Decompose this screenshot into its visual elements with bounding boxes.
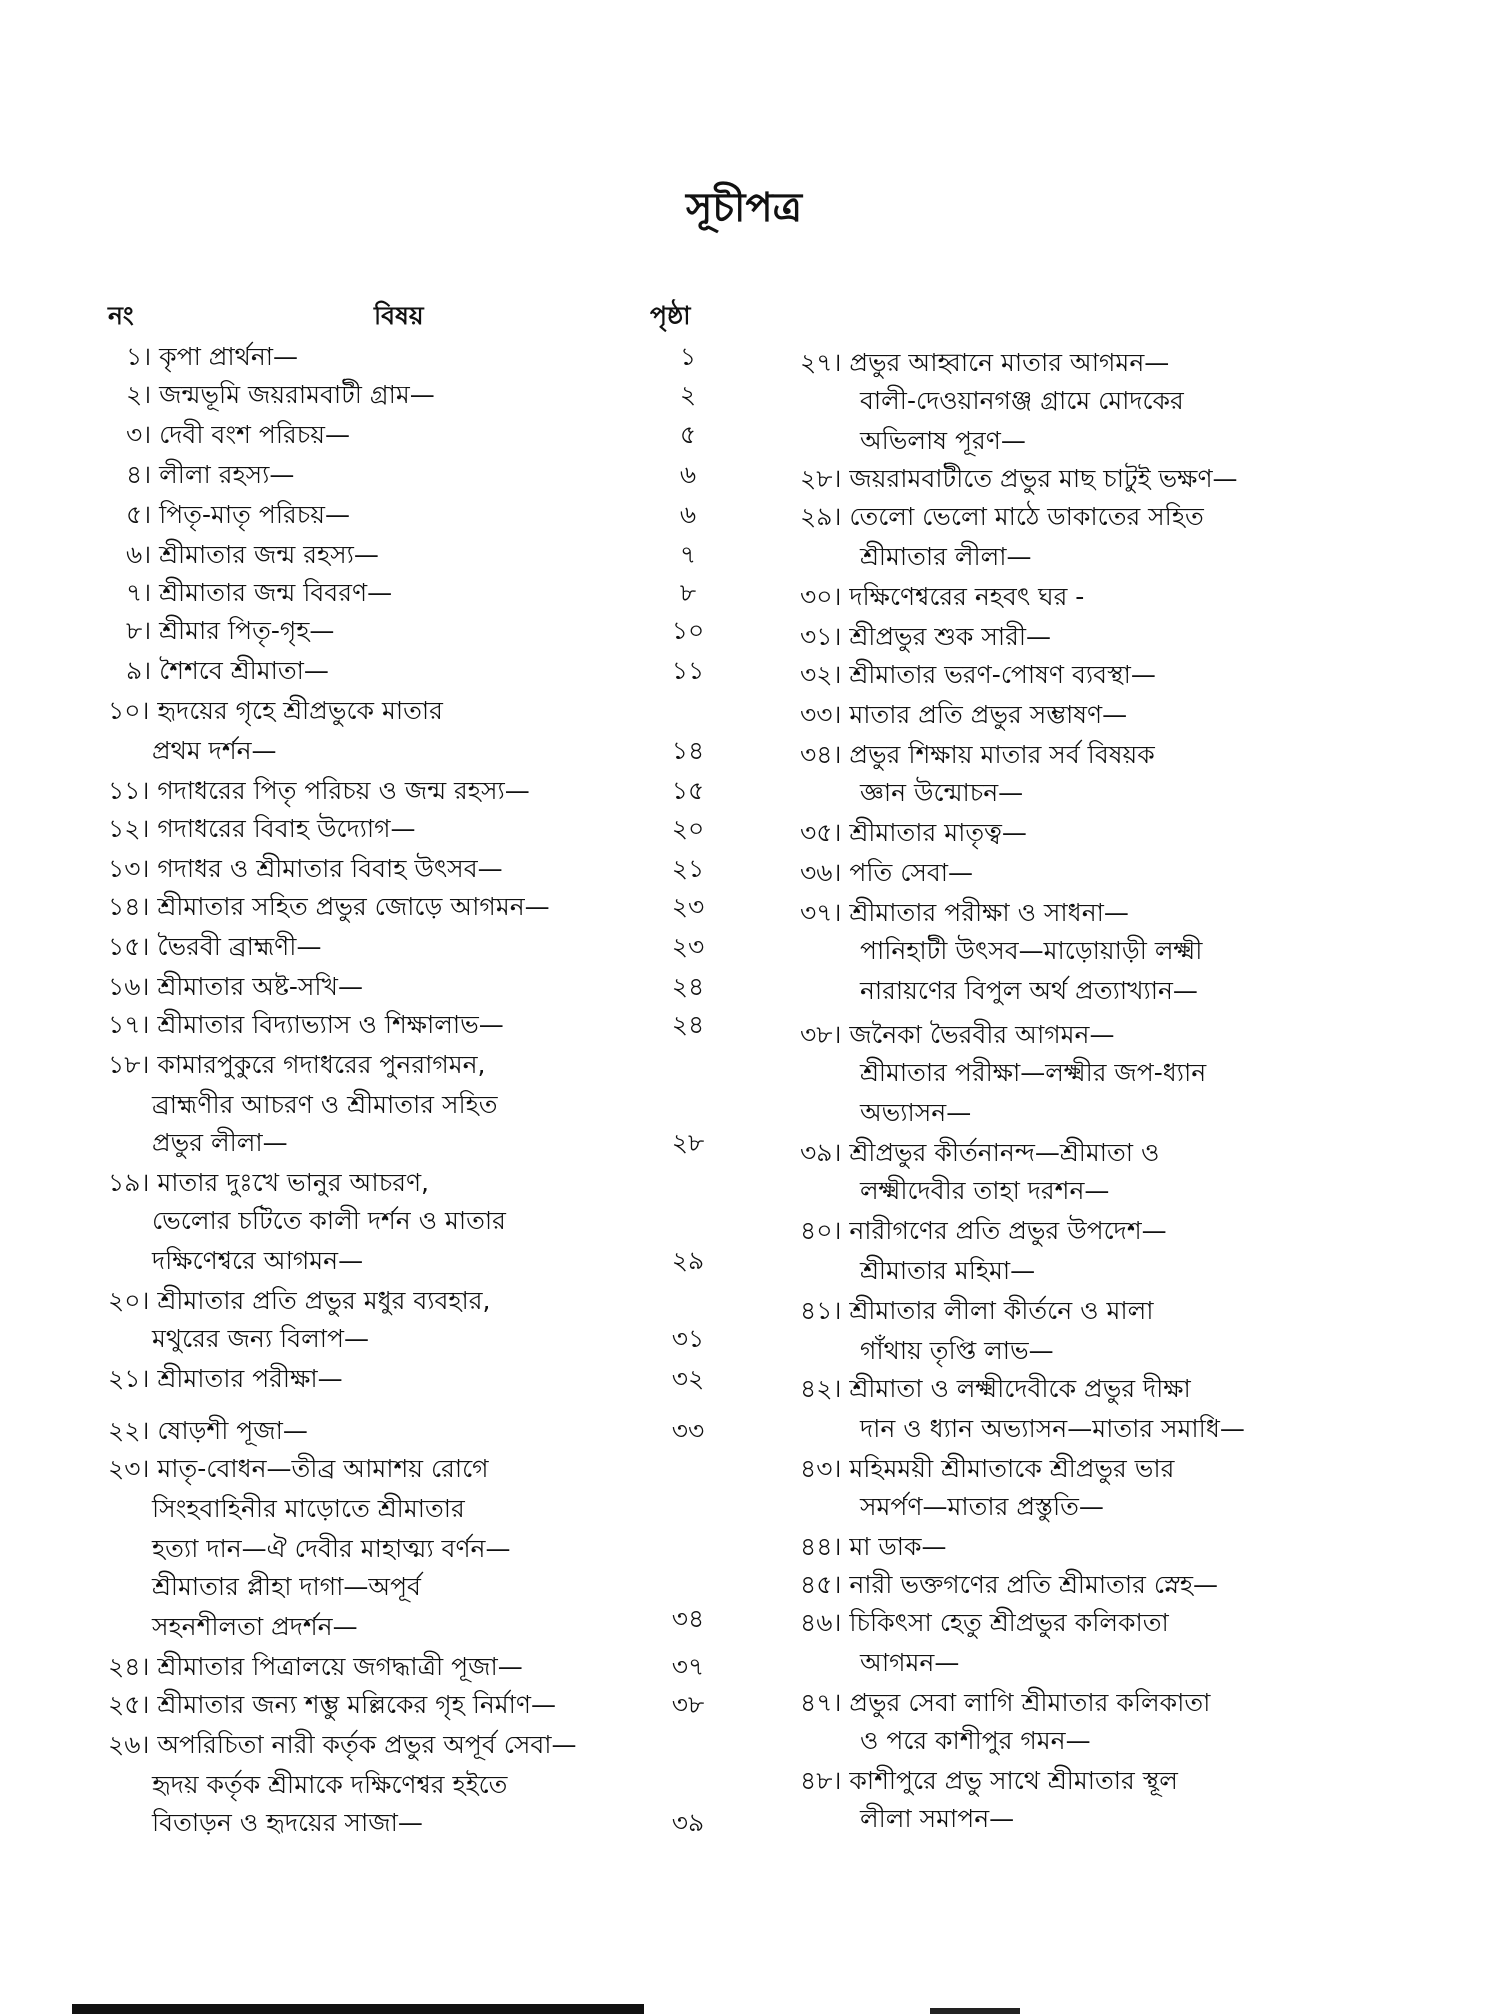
toc-entry-line: ৩৮। জনৈকা ভৈরবীর আগমন— <box>800 1020 1115 1049</box>
toc-entry-line: শ্রীমাতার মহিমা— <box>860 1256 1036 1285</box>
toc-entry-line: শ্রীমাতার পরীক্ষা—লক্ষ্মীর জপ-ধ্যান <box>860 1058 1207 1087</box>
toc-entry-line: ৪। লীলা রহস্য— <box>126 460 295 489</box>
toc-entry-line: ৩৬। পতি সেবা— <box>800 858 974 887</box>
toc-entry-line: ১। কৃপা প্রার্থনা— <box>126 342 299 371</box>
toc-page-number: ১ <box>679 342 697 371</box>
toc-entry-line: প্রথম দর্শন— <box>152 736 277 765</box>
toc-entry-line: ১৬। শ্রীমাতার অষ্ট-সখি— <box>108 972 363 1001</box>
toc-page-number: ৫ <box>679 420 697 449</box>
toc-page-number: ২৩ <box>671 892 705 921</box>
toc-entry-line: ও পরে কাশীপুর গমন— <box>860 1726 1091 1755</box>
toc-page-number: ২৯ <box>671 1246 705 1275</box>
toc-page-number: ৩৮ <box>671 1690 705 1719</box>
toc-entry-line: সমর্পণ—মাতার প্রস্তুতি— <box>860 1492 1104 1521</box>
toc-entry-line: ৪১। শ্রীমাতার লীলা কীর্তনে ও মালা <box>800 1296 1154 1325</box>
header-number: নং <box>108 301 134 330</box>
toc-page-number: ১৪ <box>671 736 705 765</box>
toc-entry-line: শ্রীমাতার প্লীহা দাগা—অপূর্ব <box>152 1572 421 1601</box>
toc-entry-line: হৃদয় কর্তৃক শ্রীমাকে দক্ষিণেশ্বর হইতে <box>152 1770 508 1799</box>
toc-entry-line: ২২। ষোড়শী পূজা— <box>108 1416 308 1445</box>
toc-entry-line: ৩০। দক্ষিণেশ্বরের নহবৎ ঘর - <box>800 582 1085 611</box>
toc-page-number: ২৮ <box>671 1128 705 1157</box>
toc-entry-line: ১৪। শ্রীমাতার সহিত প্রভুর জোড়ে আগমন— <box>108 892 550 921</box>
toc-entry-line: ৪৪। মা ডাক— <box>800 1532 947 1561</box>
toc-entry-line: লক্ষ্মীদেবীর তাহা দরশন— <box>860 1176 1110 1205</box>
toc-entry-line: ২৫। শ্রীমাতার জন্য শম্ভু মল্লিকের গৃহ নির্মাণ— <box>108 1690 557 1719</box>
toc-entry-line: ব্রাহ্মণীর আচরণ ও শ্রীমাতার সহিত <box>152 1090 498 1119</box>
toc-page-number: ১৫ <box>671 776 705 805</box>
toc-entry-line: ৩৩। মাতার প্রতি প্রভুর সম্ভাষণ— <box>800 700 1128 729</box>
toc-entry-line: ১৫। ভৈরবী ব্রাহ্মণী— <box>108 932 322 961</box>
toc-page-number: ৩২ <box>671 1364 705 1393</box>
toc-entry-line: লীলা সমাপন— <box>860 1804 1015 1833</box>
bottom-edge-mark <box>930 2008 1020 2014</box>
toc-entry-line: প্রভুর লীলা— <box>152 1128 288 1157</box>
toc-entry-line: ৪৮। কাশীপুরে প্রভু সাথে শ্রীমাতার স্থূল <box>800 1766 1178 1795</box>
toc-entry-line: বালী-দেওয়ানগঞ্জ গ্রামে মোদকের <box>860 386 1184 415</box>
toc-entry-line: ১৩। গদাধর ও শ্রীমাতার বিবাহ উৎসব— <box>108 854 503 883</box>
toc-entry-line: হত্যা দান—ঐ দেবীর মাহাত্ম্য বর্ণন— <box>152 1534 511 1563</box>
toc-entry-line: শ্রীমাতার লীলা— <box>860 542 1032 571</box>
toc-entry-line: নারায়ণের বিপুল অর্থ প্রত্যাখ্যান— <box>860 976 1198 1005</box>
toc-entry-line: ৩৫। শ্রীমাতার মাতৃত্ব— <box>800 818 1027 847</box>
toc-page-number: ৮ <box>679 578 697 607</box>
toc-page-number: ৩৩ <box>671 1416 705 1445</box>
toc-page-number: ৭ <box>679 540 697 569</box>
toc-entry-line: ৪৫। নারী ভক্তগণের প্রতি শ্রীমাতার স্নেহ— <box>800 1570 1218 1599</box>
toc-page-number: ১০ <box>671 616 705 645</box>
toc-entry-line: ৯। শৈশবে শ্রীমাতা— <box>126 656 329 685</box>
toc-page-number: ৩৭ <box>671 1652 705 1681</box>
toc-entry-line: ১১। গদাধরের পিতৃ পরিচয় ও জন্ম রহস্য— <box>108 776 530 805</box>
toc-entry-line: ২৮। জয়রামবাটীতে প্রভুর মাছ চাটুই ভক্ষণ— <box>800 464 1238 493</box>
toc-entry-line: গাঁথায় তৃপ্তি লাভ— <box>860 1336 1054 1365</box>
bottom-edge-bar <box>72 2004 644 2014</box>
toc-entry-line: ৮। শ্রীমার পিতৃ-গৃহ— <box>126 616 335 645</box>
toc-entry-line: ১৭। শ্রীমাতার বিদ্যাভ্যাস ও শিক্ষালাভ— <box>108 1010 504 1039</box>
toc-entry-line: অভ্যাসন— <box>860 1098 972 1127</box>
toc-entry-line: ২৪। শ্রীমাতার পিত্রালয়ে জগদ্ধাত্রী পূজা— <box>108 1652 523 1681</box>
toc-entry-line: ৩৯। শ্রীপ্রভুর কীর্তনানন্দ—শ্রীমাতা ও <box>800 1138 1160 1167</box>
toc-entry-line: ৩১। শ্রীপ্রভুর শুক সারী— <box>800 622 1051 651</box>
toc-entry-line: ১৯। মাতার দুঃখে ভানুর আচরণ, <box>108 1168 430 1197</box>
toc-page-number: ৬ <box>679 500 697 529</box>
toc-entry-line: জ্ঞান উন্মোচন— <box>860 778 1024 807</box>
toc-entry-line: ৪৬। চিকিৎসা হেতু শ্রীপ্রভুর কলিকাতা <box>800 1608 1169 1637</box>
toc-entry-line: ২৭। প্রভুর আহ্বানে মাতার আগমন— <box>800 348 1170 377</box>
toc-page-number: ২৩ <box>671 932 705 961</box>
header-page: পৃষ্ঠা <box>650 301 691 330</box>
toc-entry-line: ৩৪। প্রভুর শিক্ষায় মাতার সর্ব বিষয়ক <box>800 740 1155 769</box>
toc-entry-line: ৩২। শ্রীমাতার ভরণ-পোষণ ব্যবস্থা— <box>800 660 1156 689</box>
toc-entry-line: সিংহবাহিনীর মাড়োতে শ্রীমাতার <box>152 1494 465 1523</box>
toc-entry-line: দান ও ধ্যান অভ্যাসন—মাতার সমাধি— <box>860 1414 1245 1443</box>
toc-entry-line: ৪৭। প্রভুর সেবা লাগি শ্রীমাতার কলিকাতা <box>800 1688 1211 1717</box>
toc-entry-line: ভেলোর চটিতে কালী দর্শন ও মাতার <box>152 1206 506 1235</box>
toc-entry-line: অভিলাষ পূরণ— <box>860 426 1026 455</box>
toc-entry-line: ২১। শ্রীমাতার পরীক্ষা— <box>108 1364 343 1393</box>
toc-entry-line: ১০। হৃদয়ের গৃহে শ্রীপ্রভুকে মাতার <box>108 696 443 725</box>
toc-entry-line: ৫। পিতৃ-মাতৃ পরিচয়— <box>126 500 350 529</box>
toc-page-number: ২১ <box>671 854 705 883</box>
toc-page-number: ২০ <box>671 814 705 843</box>
toc-entry-line: ৪৩। মহিমময়ী শ্রীমাতাকে শ্রীপ্রভুর ভার <box>800 1454 1175 1483</box>
toc-page-number: ৩১ <box>671 1324 705 1353</box>
toc-page-number: ৬ <box>679 460 697 489</box>
toc-page-number: ১১ <box>671 656 705 685</box>
toc-entry-line: ৩৭। শ্রীমাতার পরীক্ষা ও সাধনা— <box>800 898 1129 927</box>
toc-entry-line: আগমন— <box>860 1648 960 1677</box>
toc-page-number: ২৪ <box>671 972 705 1001</box>
toc-entry-line: ১৮। কামারপুকুরে গদাধরের পুনরাগমন, <box>108 1050 486 1079</box>
toc-entry-line: ১২। গদাধরের বিবাহ উদ্যোগ— <box>108 814 416 843</box>
toc-entry-line: ৪২। শ্রীমাতা ও লক্ষ্মীদেবীকে প্রভুর দীক্ষা <box>800 1374 1191 1403</box>
toc-page-number: ৩৯ <box>671 1808 705 1837</box>
toc-entry-line: সহনশীলতা প্রদর্শন— <box>152 1612 358 1641</box>
toc-page-number: ২৪ <box>671 1010 705 1039</box>
toc-entry-line: ৩। দেবী বংশ পরিচয়— <box>126 420 350 449</box>
toc-entry-line: ২৯। তেলো ভেলো মাঠে ডাকাতের সহিত <box>800 502 1204 531</box>
toc-page-number: ২ <box>679 380 697 409</box>
toc-entry-line: পানিহাটী উৎসব—মাড়োয়াড়ী লক্ষ্মী <box>860 936 1203 965</box>
toc-entry-line: ২০। শ্রীমাতার প্রতি প্রভুর মধুর ব্যবহার, <box>108 1286 491 1315</box>
header-subject: বিষয় <box>374 301 424 330</box>
toc-entry-line: ২৬। অপরিচিতা নারী কর্তৃক প্রভুর অপূর্ব সেবা— <box>108 1730 577 1759</box>
toc-page-number: ৩৪ <box>671 1604 705 1633</box>
toc-entry-line: মথুরের জন্য বিলাপ— <box>152 1324 369 1353</box>
page-title: সূচীপত্র <box>686 185 802 231</box>
toc-entry-line: ৬। শ্রীমাতার জন্ম রহস্য— <box>126 540 379 569</box>
toc-entry-line: বিতাড়ন ও হৃদয়ের সাজা— <box>152 1808 423 1837</box>
toc-entry-line: ২। জন্মভূমি জয়রামবাটী গ্রাম— <box>126 380 435 409</box>
toc-entry-line: দক্ষিণেশ্বরে আগমন— <box>152 1246 364 1275</box>
toc-entry-line: ৭। শ্রীমাতার জন্ম বিবরণ— <box>126 578 393 607</box>
toc-entry-line: ২৩। মাতৃ-বোধন—তীব্র আমাশয় রোগে <box>108 1454 489 1483</box>
toc-entry-line: ৪০। নারীগণের প্রতি প্রভুর উপদেশ— <box>800 1216 1167 1245</box>
